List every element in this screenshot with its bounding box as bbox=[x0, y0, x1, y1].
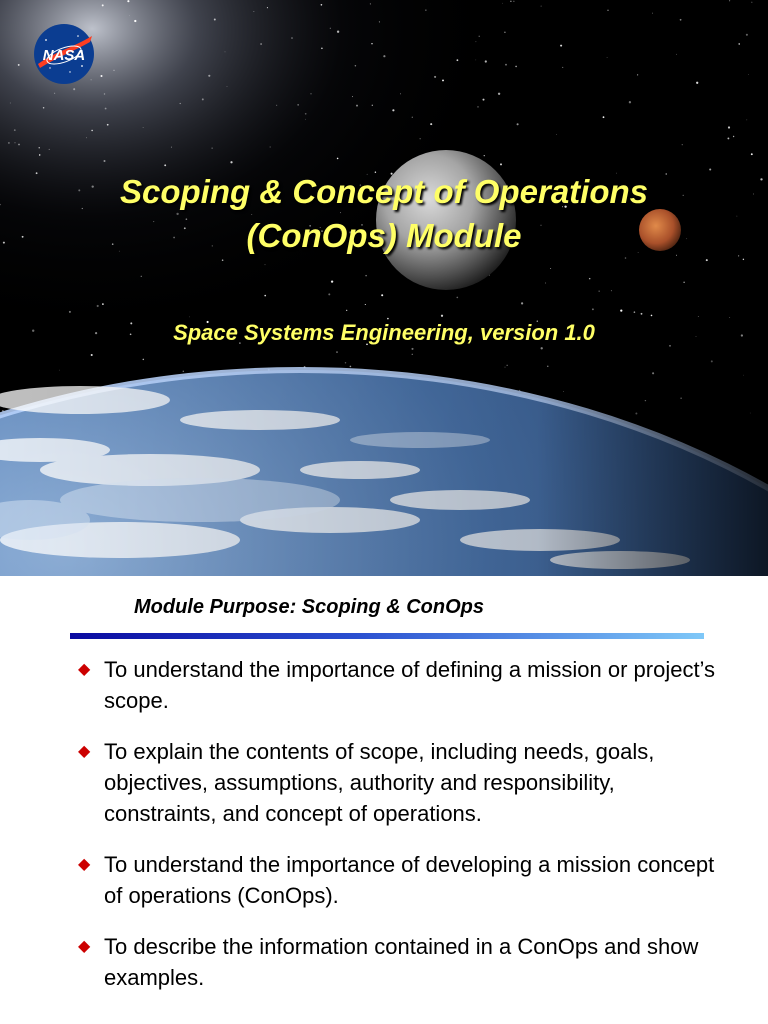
purpose-heading: Module Purpose: Scoping & ConOps bbox=[134, 596, 484, 618]
earth-image bbox=[0, 360, 768, 576]
slide-title-line-1: Scoping & Concept of Operations bbox=[119, 173, 649, 210]
bullet-text: To understand the importance of developing a mission concept of operations (ConOps). bbox=[104, 852, 715, 908]
list-item bbox=[0, 654, 768, 716]
slide-title bbox=[0, 170, 768, 258]
diamond-bullet-icon: ◆ bbox=[78, 743, 91, 760]
purpose-slide bbox=[0, 576, 768, 1024]
heading-divider bbox=[70, 633, 704, 639]
bullet-text: To describe the information contained in a ConOps and show examples. bbox=[104, 934, 699, 990]
slide-subtitle: Space Systems Engineering, version 1.0 bbox=[173, 320, 595, 345]
bullet-text: To explain the contents of scope, including needs, goals, objectives, assumptions, authority and responsibility, constraints, and concept of operations. bbox=[104, 739, 655, 826]
slide-title-line-2: (ConOps) Module bbox=[246, 217, 522, 254]
nasa-logo-text: NASA bbox=[42, 47, 86, 64]
diamond-bullet-icon: ◆ bbox=[78, 938, 91, 955]
purpose-bullet-list bbox=[0, 654, 768, 1013]
list-item bbox=[0, 736, 768, 829]
diamond-bullet-icon: ◆ bbox=[78, 661, 91, 678]
list-item bbox=[0, 849, 768, 911]
list-item bbox=[0, 931, 768, 993]
nasa-logo bbox=[32, 22, 96, 86]
diamond-bullet-icon: ◆ bbox=[78, 856, 91, 873]
bullet-text: To understand the importance of defining a mission or project’s scope. bbox=[104, 657, 716, 713]
